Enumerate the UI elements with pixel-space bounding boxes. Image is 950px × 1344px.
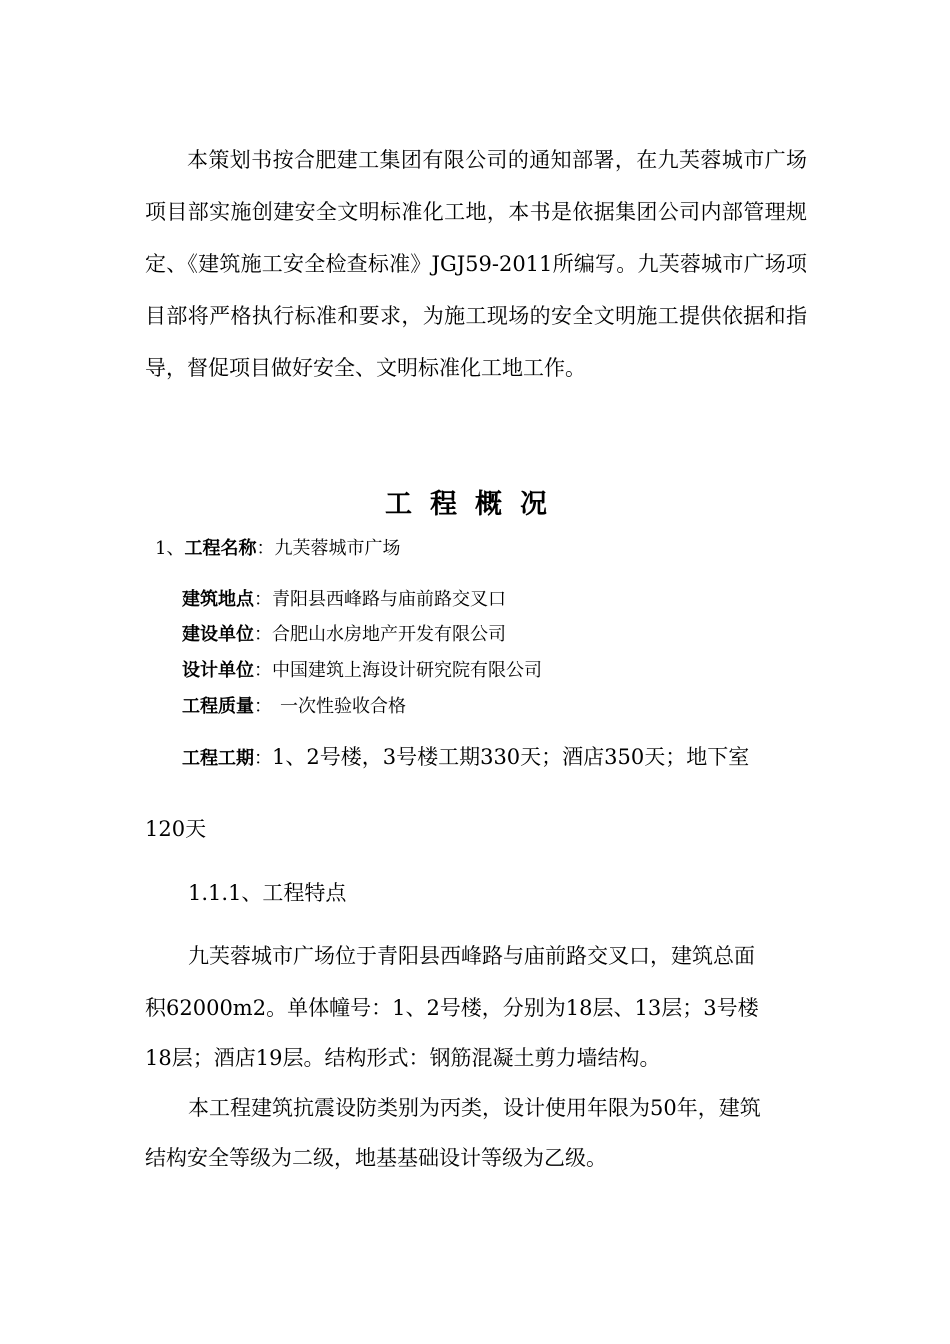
section-title: 工程概况	[385, 489, 565, 520]
quality-value: 一次性验收合格	[280, 696, 406, 717]
period-value-line2: 120天	[145, 817, 207, 841]
builder-sep: ：	[254, 624, 272, 645]
project-name-prefix: 1、	[155, 538, 185, 559]
project-name-row	[155, 536, 400, 562]
features-p1-line1: 九芙蓉城市广场位于青阳县西峰路与庙前路交叉口，建筑总面	[188, 944, 755, 968]
location-label: 建筑地点	[182, 589, 254, 610]
features-p1-line2: 积62000m2。单体幢号：1、2号楼，分别为18层、13层；3号楼	[145, 996, 759, 1020]
location-value: 青阳县西峰路与庙前路交叉口	[272, 589, 506, 610]
builder-label: 建设单位	[182, 624, 254, 645]
designer-row	[182, 658, 542, 684]
quality-label: 工程质量	[182, 696, 254, 717]
features-p2-line2: 结构安全等级为二级，地基基础设计等级为乙级。	[145, 1146, 607, 1170]
features-heading: 1.1.1、工程特点	[188, 881, 347, 905]
project-name-sep: ：	[256, 538, 275, 559]
builder-row	[182, 622, 506, 648]
location-sep: ：	[254, 589, 272, 610]
project-name-label: 工程名称	[184, 538, 257, 559]
location-row	[182, 587, 506, 613]
intro-paragraph: 本策划书按合肥建工集团有限公司的通知部署，在九芙蓉城市广场项目部实施创建安全文明标准化工地，本书是依据集团公司内部管理规定、《建筑施工安全检查标准》JGJ59-2011所编写。九芙蓉城市广场项目部将严格执行标准和要求，为施工现场的安全文明施工提供依据和指导，督促项目做好安全、文明标准化工地工作。	[145, 148, 807, 380]
features-p2-line1: 本工程建筑抗震设防类别为丙类，设计使用年限为50年，建筑	[188, 1096, 761, 1120]
quality-sep: ：	[254, 696, 272, 717]
period-row	[182, 742, 749, 774]
period-label: 工程工期	[182, 748, 254, 769]
designer-value: 中国建筑上海设计研究院有限公司	[272, 660, 542, 681]
designer-sep: ：	[254, 660, 272, 681]
quality-row	[182, 694, 406, 720]
builder-value: 合肥山水房地产开发有限公司	[272, 624, 506, 645]
period-value-line1: 1、2号楼，3号楼工期330天；酒店350天；地下室	[272, 745, 750, 769]
project-name-value: 九芙蓉城市广场	[274, 538, 401, 559]
designer-label: 设计单位	[182, 660, 254, 681]
period-sep: ：	[254, 748, 272, 769]
features-p1-line3: 18层；酒店19层。结构形式：钢筋混凝土剪力墙结构。	[145, 1046, 661, 1070]
